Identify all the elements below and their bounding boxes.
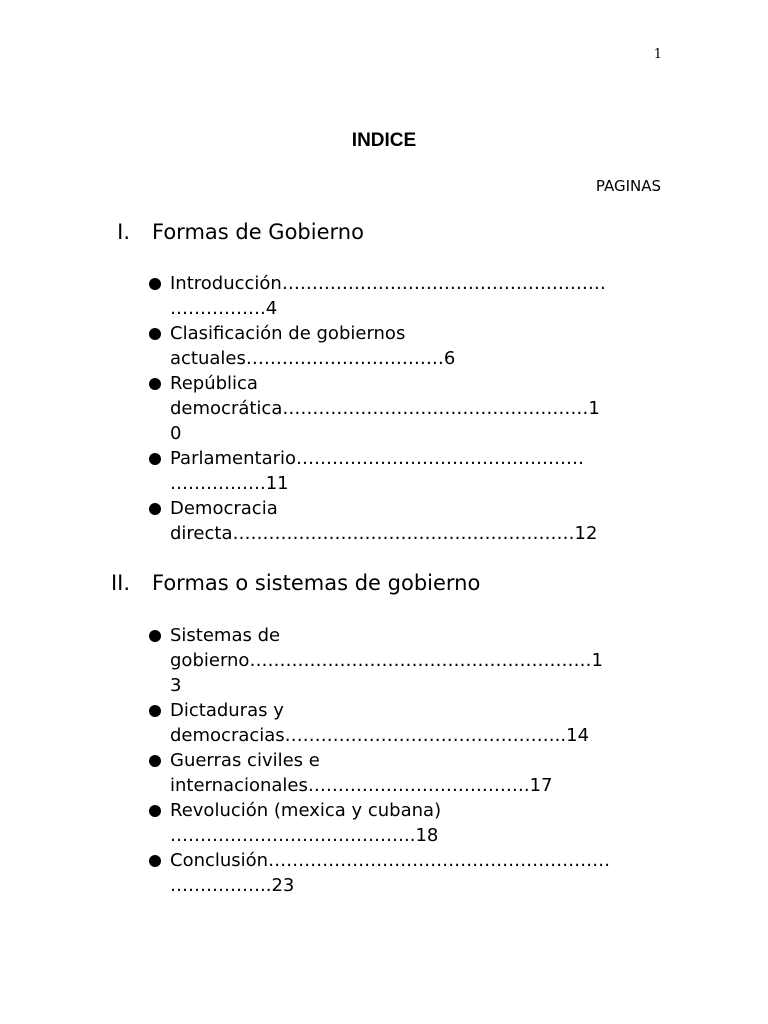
toc-entry: [146, 321, 664, 371]
bullet-icon: [149, 503, 161, 515]
section-numeral: I.: [117, 220, 130, 244]
section-title: Formas o sistemas de gobierno: [152, 571, 481, 595]
bullet-icon: [149, 705, 161, 717]
section-numeral: II.: [110, 571, 130, 595]
section-2-entries: [146, 623, 664, 898]
bullet-icon: [149, 328, 161, 340]
toc-entry-text: Sistemas de gobierno…………………………………………………1 3: [170, 625, 603, 696]
toc-entry-text: Democracia directa…………………………………………………12: [170, 498, 598, 544]
toc-entry-text: Parlamentario………………………………………… …………….11: [170, 448, 585, 494]
bullet-icon: [149, 630, 161, 642]
toc-entry-text: Revolución (mexica y cubana) …………………………………..18: [170, 800, 442, 846]
page-title: INDICE: [351, 130, 417, 151]
toc-entry-text: Guerras civiles e internacionales……………………………….17: [170, 750, 553, 796]
page-number: 1: [653, 47, 662, 62]
bullet-icon: [149, 453, 161, 465]
bullet-icon: [149, 278, 161, 290]
section-1-entries: [146, 271, 664, 546]
toc-entry: [146, 623, 664, 698]
bullet-icon: [149, 855, 161, 867]
toc-entry-text: Dictaduras y democracias………………………………………..14: [170, 700, 590, 746]
section-title: Formas de Gobierno: [152, 220, 364, 244]
bullet-icon: [149, 805, 161, 817]
toc-entry: [146, 698, 664, 748]
toc-entry-text: Clasificación de gobiernos actuales……………………………6: [170, 323, 456, 369]
toc-entry: [146, 446, 664, 496]
toc-entry-text: Introducción……………………………………………… …………….4: [170, 273, 606, 319]
toc-entry: [146, 496, 664, 546]
bullet-icon: [149, 378, 161, 390]
toc-entry-text: República democrática……………………………………………1 0: [170, 373, 600, 444]
toc-entry: [146, 271, 664, 321]
pages-column-header: PAGINAS: [595, 177, 661, 195]
toc-entry: [146, 848, 664, 898]
toc-entry: [146, 798, 664, 848]
toc-entry-text: Conclusión………………………………………………… ……………..23: [170, 850, 611, 896]
toc-entry: [146, 371, 664, 446]
toc-entry: [146, 748, 664, 798]
bullet-icon: [149, 755, 161, 767]
